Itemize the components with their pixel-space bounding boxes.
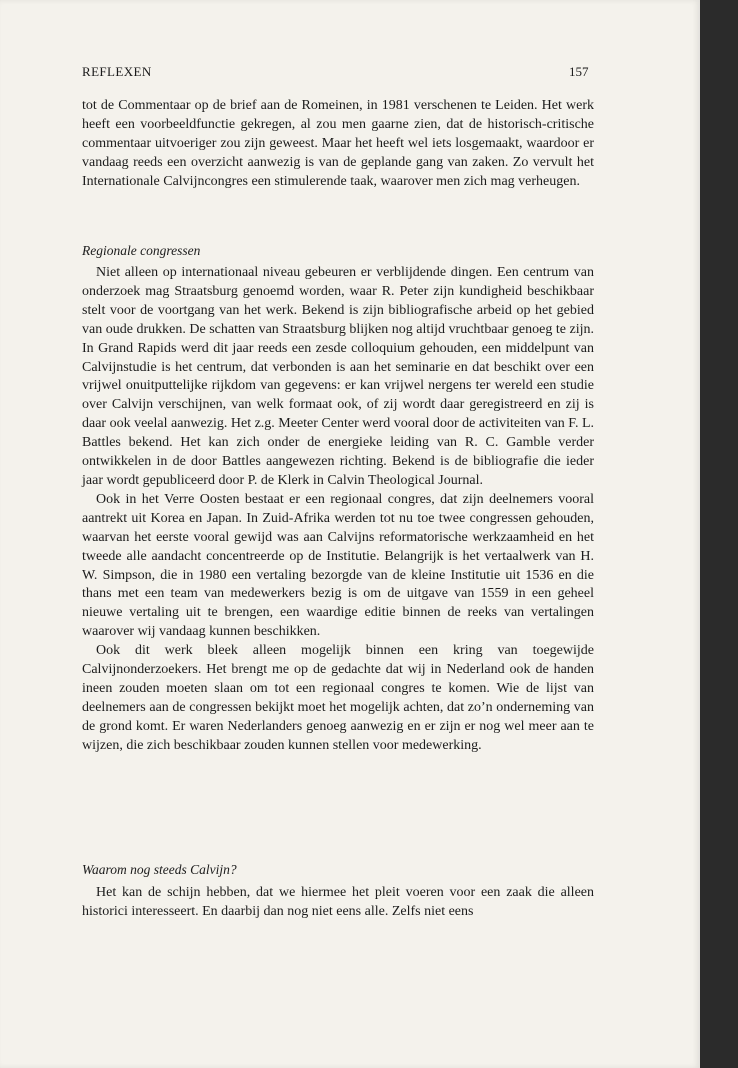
section-heading-waarom-nog-steeds-calvijn: Waarom nog steeds Calvijn? bbox=[82, 862, 237, 877]
intro-paragraph: tot de Commentaar op de brief aan de Romeinen, in 1981 verschenen te Leiden. Het werk heeft een voorbeeldfunctie gekregen, al zou men gaarne zien, dat de historisch-critische commentaar uitvoeriger zou zijn geweest. Maar het heeft wel iets losgemaakt, waardoor er vandaag reeds een overzicht aanwezig is van de geplande gang van zaken. Zo vervult het Internationale Calvijncongres een stimulerende taak, waarover men zich mag verheugen. bbox=[82, 98, 594, 189]
paragraph: Ook in het Verre Oosten bestaat er een regionaal congres, dat zijn deelnemers vooral aantrekt uit Korea en Japan. In Zuid-Afrika werden tot nu toe twee congressen gehouden, waarvan het eerste vooral gewijd was aan Calvijns reformatorische werkzaamheid en het tweede alle aandacht concentreerde op de Institutie. Belangrijk is het vertaalwerk van H. W. Simpson, die in 1980 een vertaling bezorgde van de kleine Institutie uit 1536 en die thans met een team van medewerkers bezig is om de uitgave van 1559 in een geheel nieuwe vertaling uit te brengen, een waardige editie binnen de reeks van vertalingen waarover wij vandaag kunnen beschikken. bbox=[82, 491, 594, 640]
section-waarom-body bbox=[82, 884, 594, 922]
paragraph: Het kan de schijn hebben, dat we hiermee het pleit voeren voor een zaak die alleen historici interesseert. En daarbij dan nog niet eens alle. Zelfs niet eens bbox=[82, 885, 594, 919]
paragraph: Ook dit werk bleek alleen mogelijk binnen een kring van toegewijde Calvijnonderzoekers. Het brengt me op de gedachte dat wij in Nederland ook de handen ineen zouden moeten slaan om tot een regionaal congres te komen. Wie de lijst van deelnemers aan de congressen bekijkt moet het mogelijk achten, dat zo’n onderneming van de grond komt. Er waren Nederlanders genoeg aanwezig en er zijn er nog wel meer aan te wijzen, die zich beschikbaar zouden kunnen stellen voor medewerking. bbox=[82, 643, 594, 753]
intro-text bbox=[82, 97, 594, 192]
paragraph: Niet alleen op internationaal niveau gebeuren er verblijdende dingen. Een centrum van onderzoek mag Straatsburg genoemd worden, waar R. Peter zijn kundigheid beschikbaar stelt voor de voortgang van het werk. Bekend is zijn bibliografische arbeid op het gebied van oude drukken. De schatten van Straatsburg blijken nog altijd vruchtbaar genoeg te zijn. In Grand Rapids werd dit jaar reeds een zesde colloquium gehouden, een middelpunt van Calvijnstudie is het centrum, dat verbonden is aan het seminarie en dat beschikt over een vrijwel onuitputtelijke rijkdom van gegevens: er kan vrijwel nergens ter wereld een studie over Calvijn verschijnen, van welk formaat ook, of zij wordt daar geregistreerd en zij is daar ook veelal aanwezig. Het z.g. Meeter Center werd vooral door de activiteiten van F. L. Battles bekend. Het kan zich onder de energieke leiding van R. C. Gamble verder ontwikkelen in de door Battles aangewezen richting. Bekend is de bibliografie die ieder jaar wordt gepubliceerd door P. de Klerk in Calvin Theological Journal. bbox=[82, 265, 595, 488]
running-title: REFLEXEN bbox=[82, 64, 152, 79]
page-number: 157 bbox=[569, 64, 589, 79]
section-heading-regionale-congressen: Regionale congressen bbox=[82, 243, 201, 258]
section-regionale-congressen-body bbox=[82, 264, 594, 756]
